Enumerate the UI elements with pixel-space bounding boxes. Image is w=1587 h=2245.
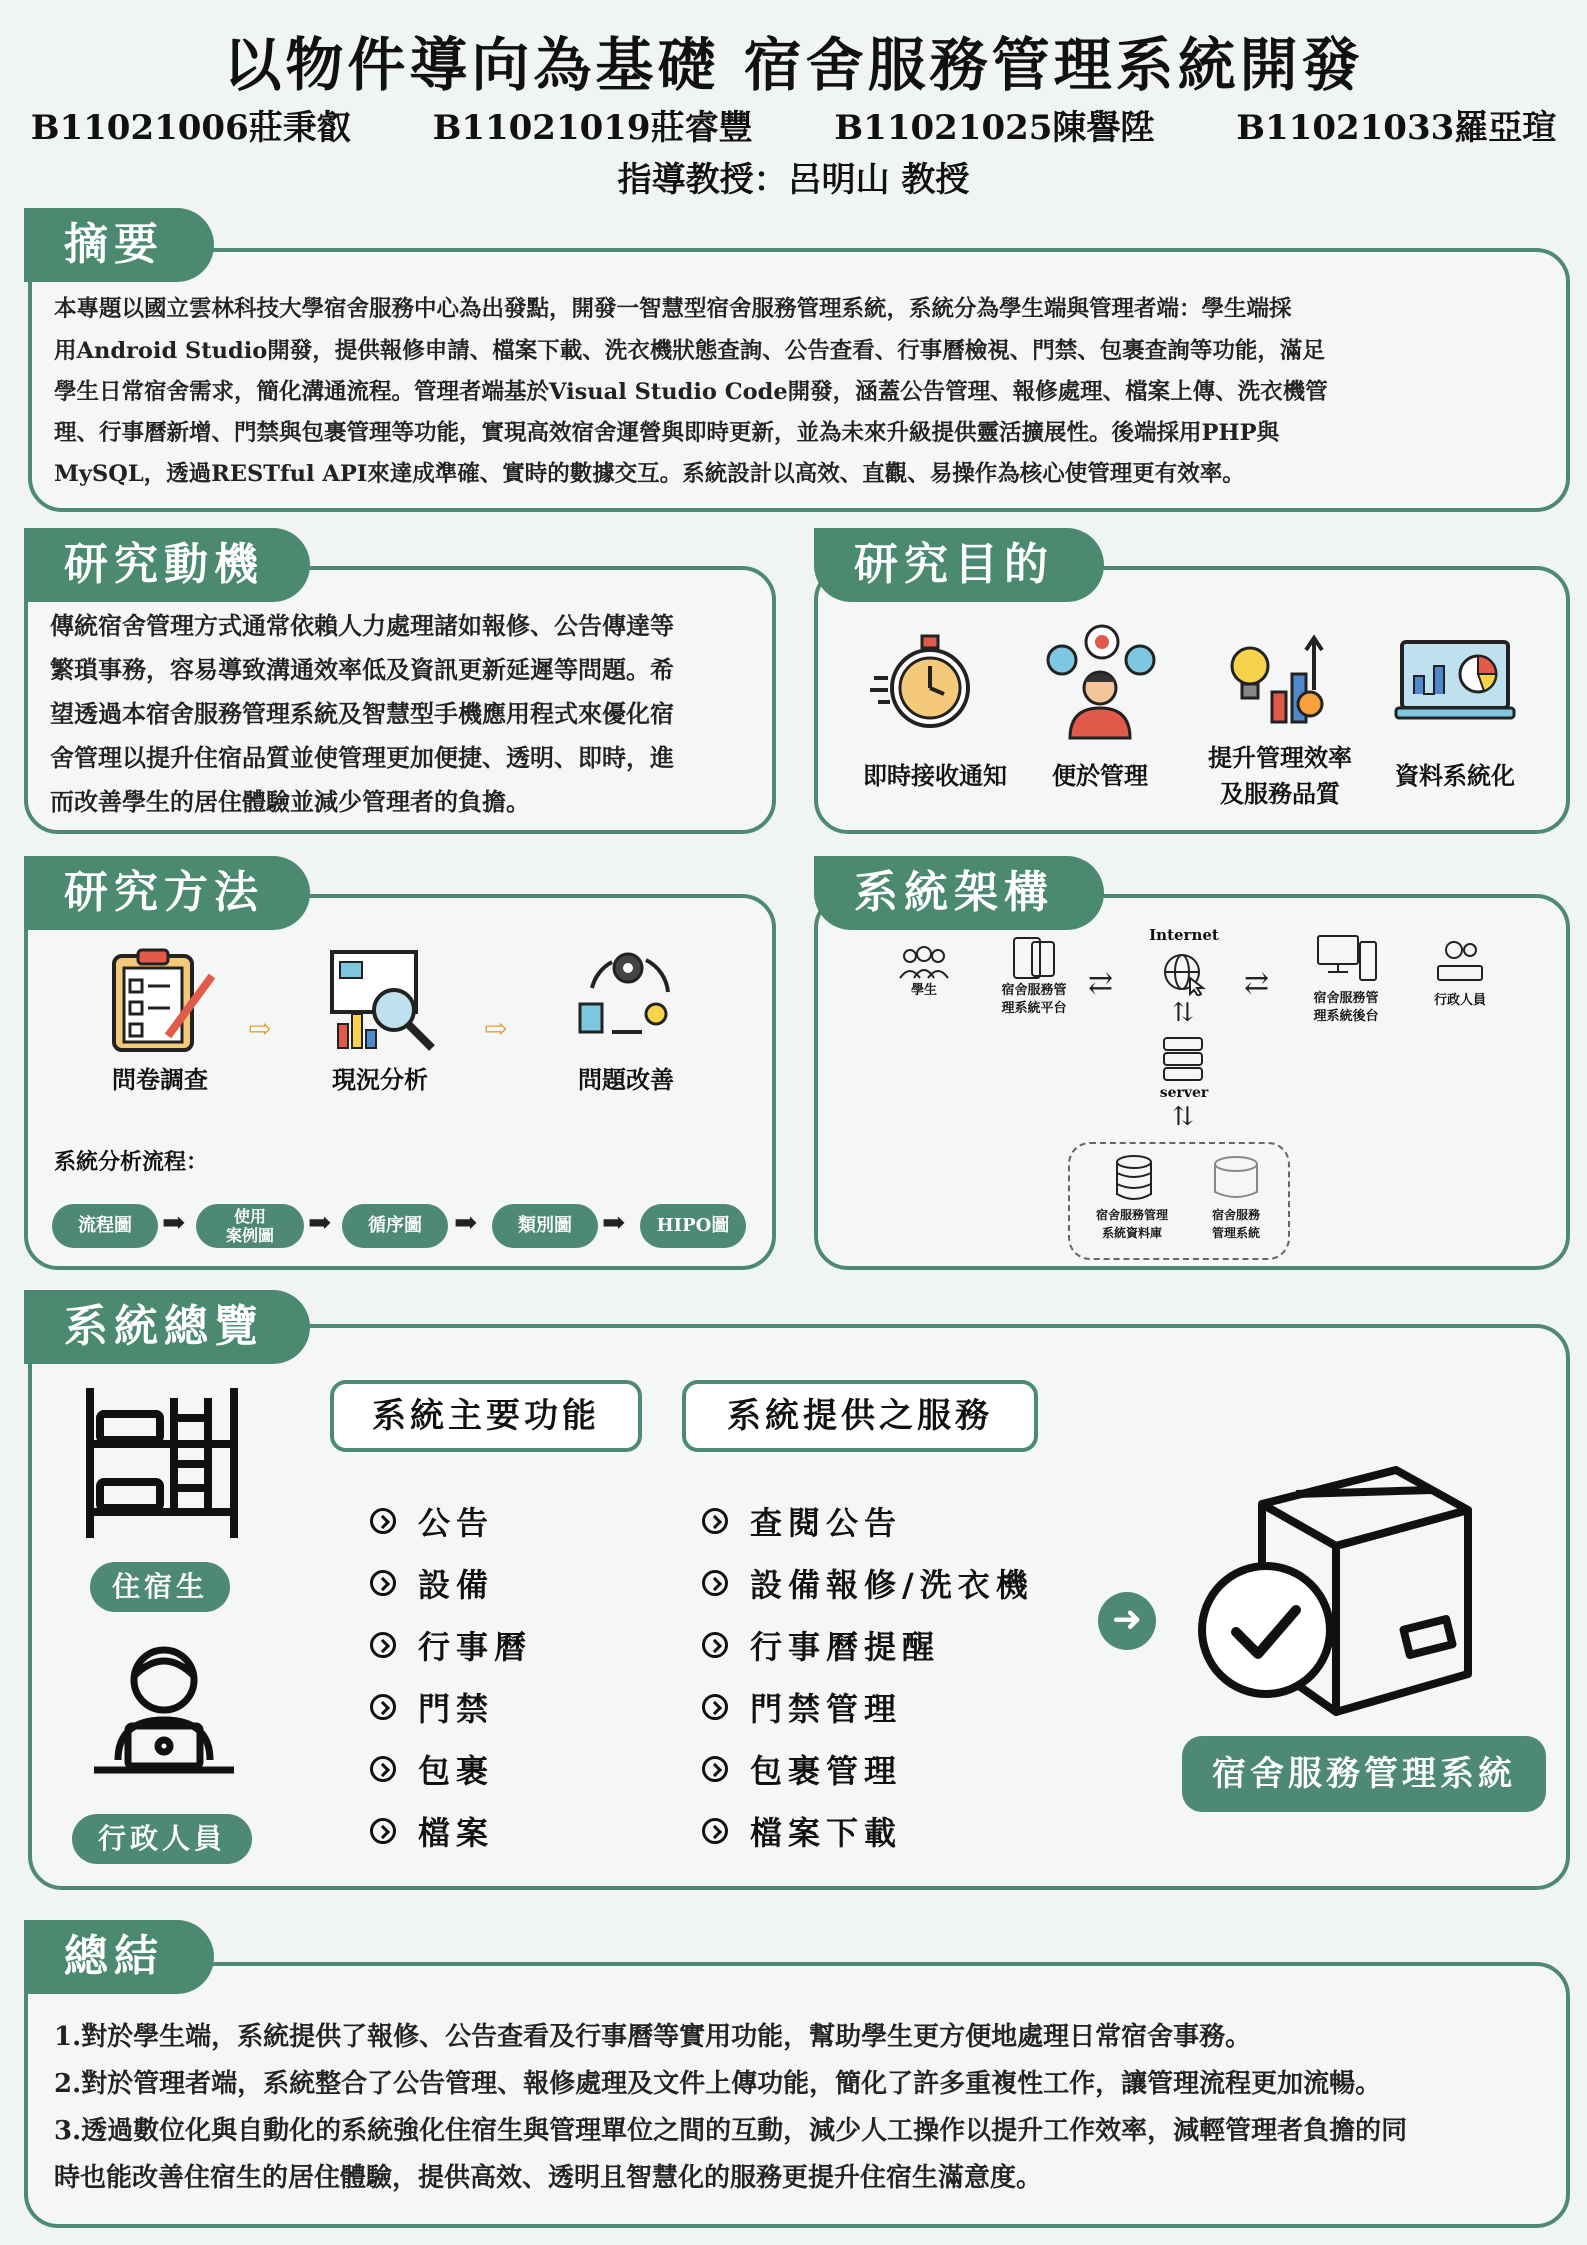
conclusion-line: 1.對於學生端，系統提供了報修、公告查看及行事曆等實用功能，幫助學生更方便地處理日常宿舍事務。 — [54, 2022, 1252, 2052]
function-item — [370, 1560, 494, 1606]
purpose-label: 即時接收通知 — [863, 761, 1007, 790]
database-icon — [1114, 1154, 1154, 1202]
chevron-circle-icon — [370, 1694, 396, 1720]
admin-label: 行政人員 — [1433, 993, 1486, 1008]
motivation-line: 而改善學生的居住體驗並減少管理者的負擔。 — [50, 787, 530, 816]
services-title: 系統提供之服務 — [682, 1380, 1038, 1452]
clipboard-icon — [108, 946, 218, 1056]
chevron-circle-icon — [370, 1632, 396, 1658]
poster-title: 以物件導向為基礎 宿舍服務管理系統開發 — [223, 31, 1364, 99]
service-item — [702, 1808, 902, 1854]
server-icon — [1162, 1036, 1204, 1082]
chevron-circle-icon — [370, 1818, 396, 1844]
database-label — [1196, 1206, 1276, 1242]
method-step: 問題改善 — [578, 1065, 674, 1094]
method-step: 問卷調查 — [112, 1065, 208, 1094]
purpose-heading: 研究目的 — [814, 528, 1104, 602]
service-item — [702, 1622, 940, 1668]
platform-label-text: 宿舍服務管 理系統平台 — [1001, 983, 1067, 1016]
admin-icon — [1434, 938, 1486, 982]
conclusion-line: 時也能改善住宿生的居住體驗，提供高效、透明且智慧化的服務更提升住宿生滿意度。 — [54, 2163, 1043, 2193]
motivation-line: 傳統宿舍管理方式通常依賴人力處理諸如報修、公告傳達等 — [50, 611, 674, 640]
motivation-line: 望透過本宿舍服務管理系統及智慧型手機應用程式來優化宿 — [50, 699, 674, 728]
bidirectional-arrow-icon: ⇄ — [1244, 966, 1270, 1001]
abstract-line: MySQL，透過RESTful API來達成準確、實時的數據交互。系統設計以高效、直觀、易操作為核心使管理更有效率。 — [54, 461, 1245, 487]
method-heading: 研究方法 — [24, 856, 310, 930]
globe-icon — [1162, 952, 1206, 996]
function-item — [370, 1498, 494, 1544]
author-3: B11021025陳譽陞 — [834, 108, 1155, 148]
chevron-circle-icon — [702, 1570, 728, 1596]
chevron-circle-icon — [702, 1632, 728, 1658]
abstract-line: 用Android Studio開發，提供報修申請、檔案下載、洗衣機狀態查詢、公告查看、行事曆檢視、門禁、包裹查詢等功能，滿足 — [54, 338, 1325, 364]
chevron-circle-icon — [370, 1756, 396, 1782]
vertical-arrow-icon: ⇅ — [1172, 998, 1194, 1028]
analysis-icon — [328, 946, 438, 1056]
flow-label: 系統分析流程： — [54, 1149, 209, 1175]
service-item-label: 檔案下載 — [750, 1814, 903, 1852]
function-item-label: 設備 — [418, 1566, 495, 1604]
database-icon — [1212, 1154, 1260, 1202]
purpose-label-text: 提升管理效率 及服務品質 — [1208, 743, 1352, 808]
database-label-text: 宿舍服務 管理系統 — [1211, 1208, 1260, 1240]
flow-chip-text: 使用 案例圖 — [225, 1207, 274, 1245]
chevron-circle-icon — [370, 1508, 396, 1534]
mobile-platform-icon — [1010, 936, 1058, 980]
arrow-right-icon: ➡ — [602, 1206, 626, 1239]
service-item-label: 門禁管理 — [750, 1690, 903, 1728]
arrow-right-icon: ⇨ — [248, 1012, 272, 1045]
arrow-right-icon: ➡ — [162, 1206, 186, 1239]
architecture-heading: 系統架構 — [814, 856, 1104, 930]
advisor: 指導教授：呂明山 教授 — [617, 160, 970, 200]
chevron-circle-icon — [702, 1508, 728, 1534]
server-label: server — [1159, 1085, 1209, 1101]
arrow-right-icon: ⇨ — [484, 1012, 508, 1045]
function-item — [370, 1746, 494, 1792]
conclusion-heading: 總結 — [24, 1920, 214, 1994]
service-item-label: 行事曆提醒 — [750, 1628, 941, 1666]
service-item — [702, 1560, 1034, 1606]
flow-chip: 類別圖 — [492, 1204, 598, 1248]
function-item-label: 門禁 — [418, 1690, 495, 1728]
backend-computer-icon — [1316, 934, 1378, 982]
chevron-circle-icon — [702, 1694, 728, 1720]
database-label-text: 宿舍服務管理 系統資料庫 — [1095, 1208, 1168, 1240]
function-item-label: 公告 — [418, 1504, 495, 1542]
flow-chip — [196, 1204, 304, 1248]
chevron-circle-icon — [702, 1756, 728, 1782]
bidirectional-arrow-icon: ⇄ — [1088, 966, 1114, 1001]
bunk-bed-icon — [84, 1384, 240, 1542]
purpose-label — [1190, 740, 1370, 812]
main-functions-title: 系統主要功能 — [330, 1380, 642, 1452]
flow-chip: HIPO圖 — [640, 1204, 746, 1248]
abstract-line: 學生日常宿舍需求，簡化溝通流程。管理者端基於Visual Studio Code開發，涵蓋公告管理、報修處理、檔案上傳、洗衣機管 — [54, 379, 1328, 405]
purpose-label: 資料系統化 — [1395, 761, 1515, 790]
function-item — [370, 1622, 532, 1668]
arrow-right-icon: ➡ — [454, 1206, 478, 1239]
system-name-badge: 宿舍服務管理系統 — [1182, 1736, 1546, 1812]
author-2: B11021019莊睿豐 — [432, 108, 753, 148]
student-label: 學生 — [910, 983, 937, 998]
growth-chart-icon — [1222, 630, 1332, 730]
service-item-label: 包裹管理 — [750, 1752, 903, 1790]
conclusion-line: 3.透過數位化與自動化的系統強化住宿生與管理單位之間的互動，減少人工操作以提升工作效率，減輕管理者負擔的同 — [54, 2116, 1408, 2146]
abstract-line: 理、行事曆新增、門禁與包裹管理等功能，實現高效宿舍運營與即時更新，並為未來升級提供靈活擴展性。後端採用PHP與 — [54, 420, 1280, 446]
database-label — [1080, 1206, 1184, 1242]
platform-label — [984, 982, 1084, 1018]
improvement-cycle-icon — [572, 948, 682, 1048]
flow-chip: 循序圖 — [342, 1204, 448, 1248]
staff-badge: 行政人員 — [72, 1814, 252, 1864]
backend-label — [1296, 990, 1396, 1026]
motivation-heading: 研究動機 — [24, 528, 310, 602]
service-item-label: 設備報修/洗衣機 — [750, 1566, 1034, 1604]
overview-heading: 系統總覽 — [24, 1290, 310, 1364]
flow-chip: 流程圖 — [52, 1204, 158, 1248]
author-list — [0, 100, 1587, 149]
function-item — [370, 1684, 494, 1730]
author-1: B11021006莊秉叡 — [30, 108, 351, 148]
resident-badge: 住宿生 — [90, 1562, 230, 1612]
method-step: 現況分析 — [332, 1065, 428, 1094]
dashboard-icon — [1394, 636, 1516, 726]
arrow-right-circle-icon: ➜ — [1098, 1592, 1156, 1650]
manager-icon — [1040, 622, 1160, 740]
students-icon — [896, 946, 952, 980]
service-item — [702, 1746, 902, 1792]
abstract-line: 本專題以國立雲林科技大學宿舍服務中心為出發點，開發一智慧型宿舍服務管理系統，系統分為學生端與管理者端：學生端採 — [54, 296, 1292, 322]
service-item — [702, 1684, 902, 1730]
service-item — [702, 1498, 902, 1544]
function-item-label: 包裹 — [418, 1752, 495, 1790]
backend-label-text: 宿舍服務管 理系統後台 — [1313, 991, 1379, 1024]
vertical-arrow-icon: ⇅ — [1172, 1102, 1194, 1132]
internet-label: Internet — [1149, 926, 1219, 944]
author-4: B11021033羅亞瑄 — [1236, 108, 1557, 148]
function-item-label: 檔案 — [418, 1814, 495, 1852]
staff-icon — [88, 1640, 240, 1780]
function-item — [370, 1808, 494, 1854]
arrow-right-icon: ➡ — [308, 1206, 332, 1239]
motivation-line: 繁瑣事務，容易導致溝通效率低及資訊更新延遲等問題。希 — [50, 655, 674, 684]
conclusion-line: 2.對於管理者端，系統整合了公告管理、報修處理及文件上傳功能，簡化了許多重複性工作，讓管理流程更加流暢。 — [54, 2069, 1382, 2099]
stopwatch-icon — [870, 628, 980, 738]
chevron-circle-icon — [370, 1570, 396, 1596]
motivation-line: 舍管理以提升住宿品質並使管理更加便捷、透明、即時，進 — [50, 743, 674, 772]
chevron-circle-icon — [702, 1818, 728, 1844]
purpose-label: 便於管理 — [1052, 761, 1148, 790]
service-item-label: 查閱公告 — [750, 1504, 903, 1542]
abstract-heading: 摘要 — [24, 208, 214, 282]
package-check-icon — [1196, 1464, 1476, 1724]
function-item-label: 行事曆 — [418, 1628, 533, 1666]
